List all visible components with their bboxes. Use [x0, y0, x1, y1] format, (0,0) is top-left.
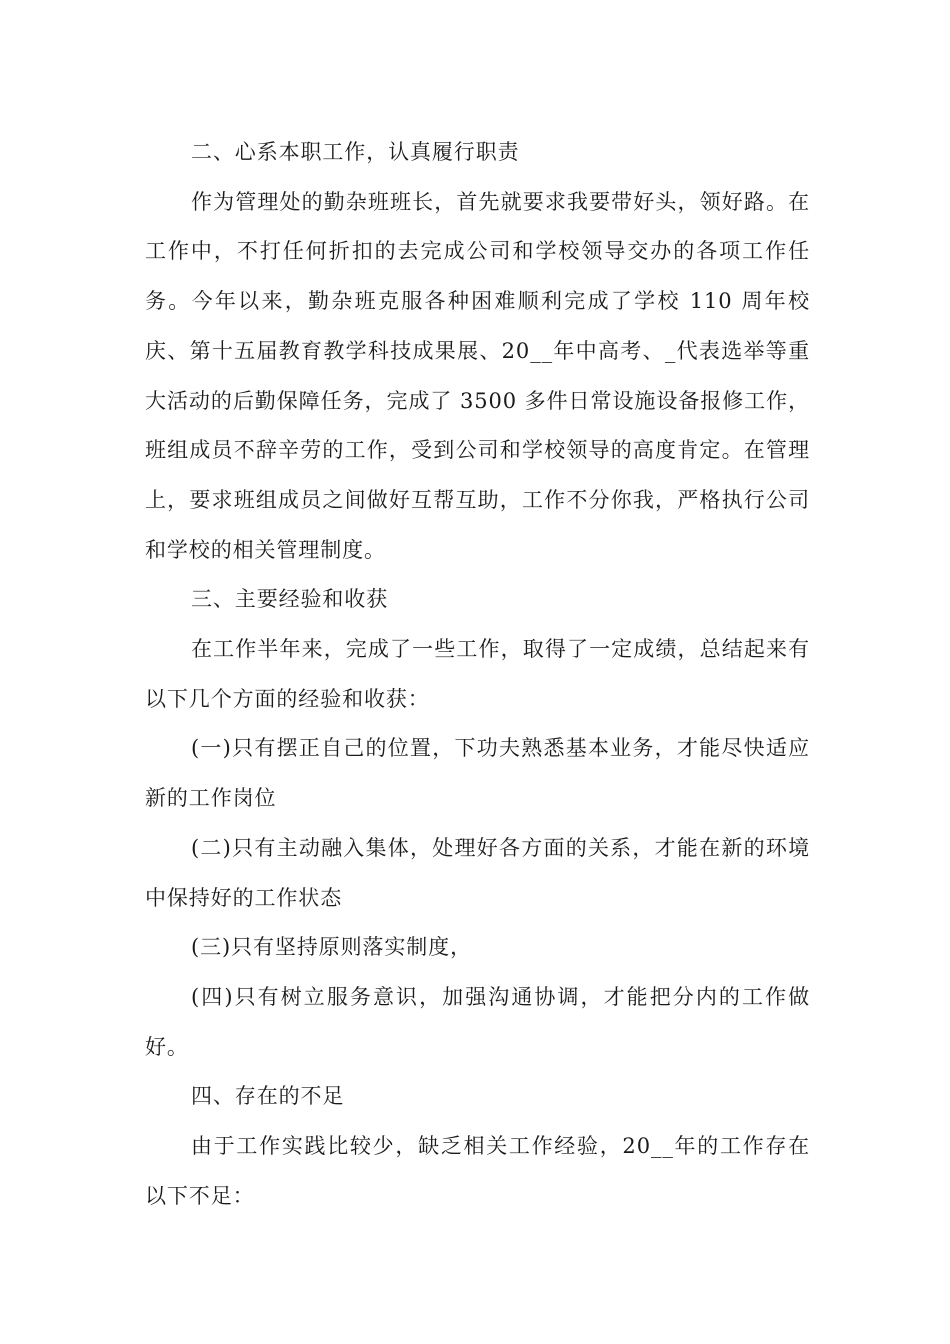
list-item-3: (三)只有坚持原则落实制度， — [191, 935, 472, 960]
paragraph-experience-intro: 在工作半年来，完成了一些工作，取得了一定成绩，总结起来有以下几个方面的经验和收获： — [145, 637, 810, 711]
list-item-4: (四)只有树立服务意识，加强沟通协调，才能把分内的工作做好。 — [145, 984, 810, 1059]
paragraph-shortcomings: 由于工作实践比较少，缺乏相关工作经验，20__年的工作存在以下不足： — [145, 1134, 810, 1208]
list-item-2: (二)只有主动融入集体，处理好各方面的关系，才能在新的环境中保持好的工作状态 — [145, 835, 810, 910]
document-body — [145, 128, 810, 1221]
section-heading-2: 二、心系本职工作，认真履行职责 — [191, 140, 520, 164]
paragraph-duties: 作为管理处的勤杂班班长，首先就要求我要带好头，领好路。在工作中，不打任何折扣的去完成公司和学校领导交办的各项工作任务。今年以来，勤杂班克服各种困难顺利完成了学校 110 周年校庆、第十五届教育教学科技成果展、20__年中高考、_代表选举等重大活动的后勤保障任务，完成了 3500 多件日常设施设备报修工作，班组成员不辞辛劳的工作，受到公司和学校领导的高度肯定。在管理上，要求班组成员之间做好互帮互助，工作不分你我，严格执行公司和学校的相关管理制度。 — [145, 189, 810, 562]
section-heading-4: 四、存在的不足 — [191, 1084, 345, 1109]
section-heading-3: 三、主要经验和收获 — [191, 587, 389, 612]
list-item-1: (一)只有摆正自己的位置，下功夫熟悉基本业务，才能尽快适应新的工作岗位 — [145, 736, 810, 811]
